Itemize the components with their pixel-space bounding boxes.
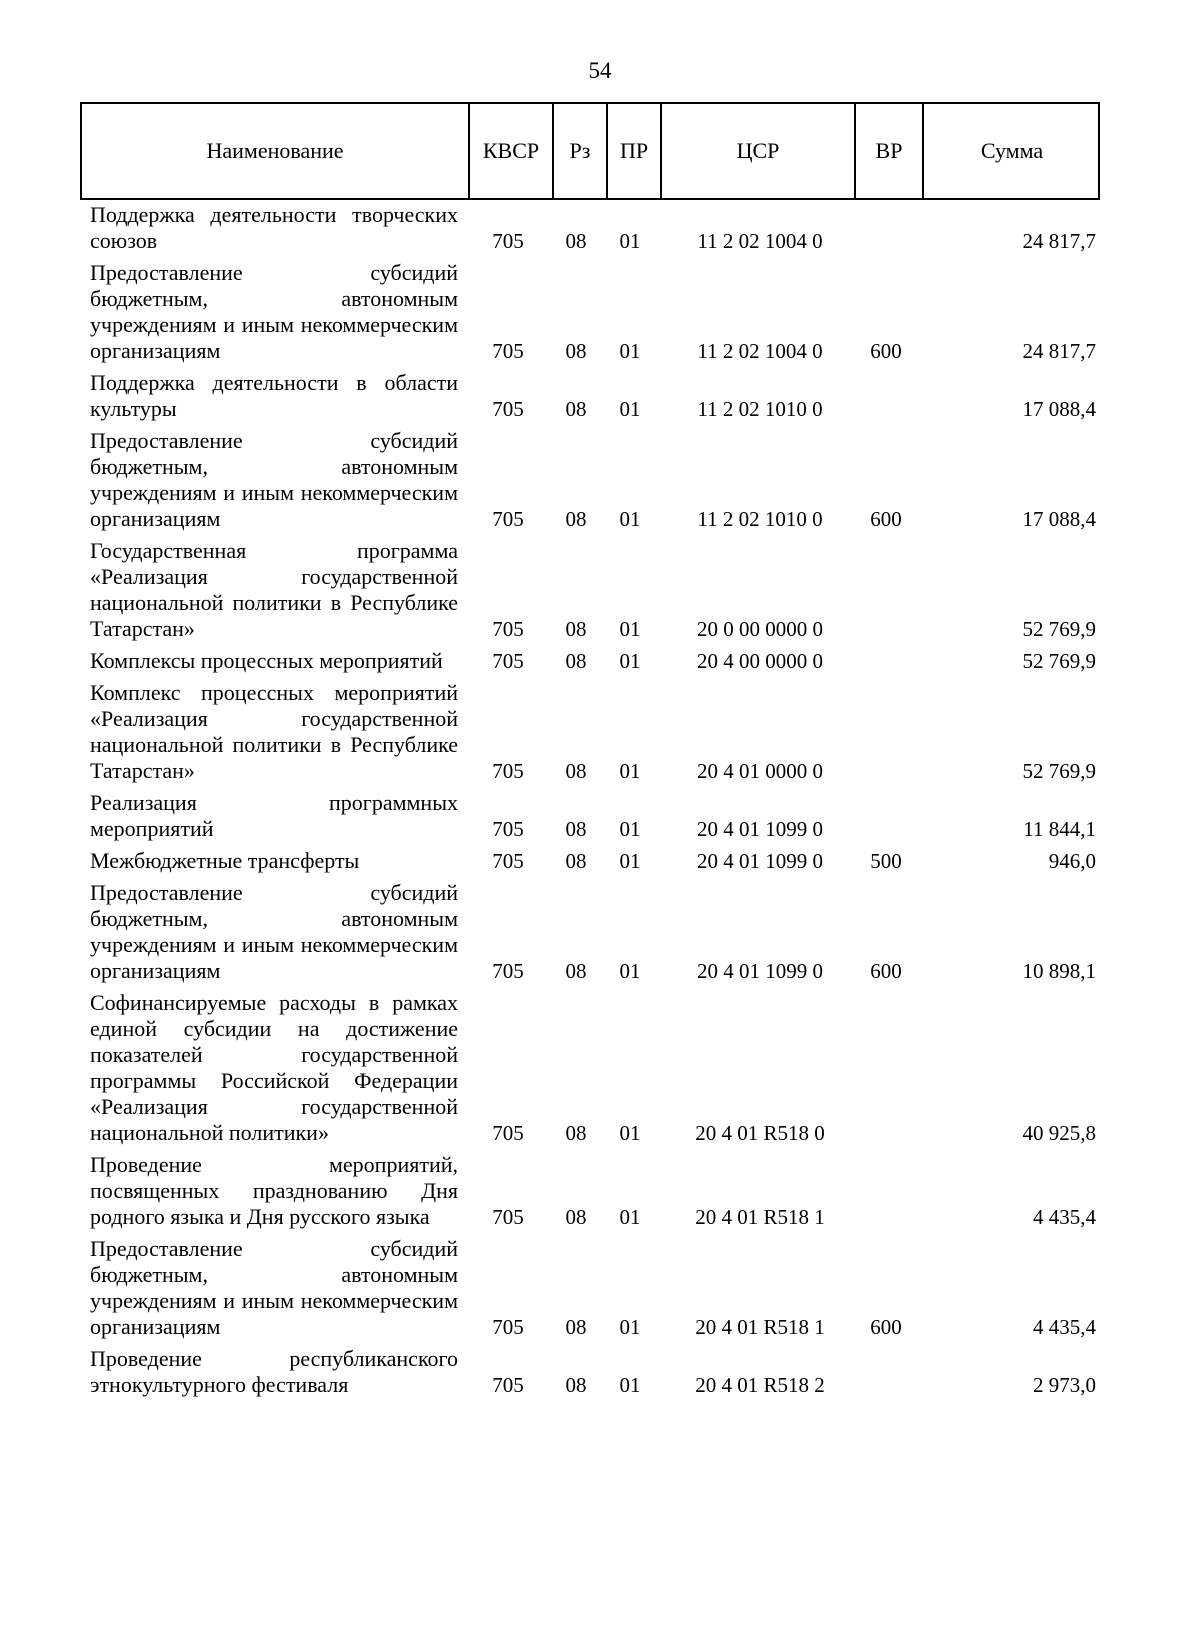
row-rz: 08 [565, 959, 587, 983]
row-vr [856, 396, 916, 422]
row-kvsr: 705 [492, 507, 524, 531]
column-header-pr: ПР [606, 104, 660, 198]
table-row [80, 990, 1100, 1146]
row-kvsr: 705 [492, 817, 524, 841]
row-sum: 4 435,4 [1033, 1315, 1096, 1339]
row-sum: 4 435,4 [1033, 1205, 1096, 1229]
table-row [80, 1152, 1100, 1230]
row-vr: 600 [870, 959, 902, 983]
row-kvsr: 705 [492, 397, 524, 421]
row-name: Проведение мероприятий, посвященных празднованию Дня родного языка и Дня русского языка [90, 1152, 458, 1229]
row-rz: 08 [565, 1121, 587, 1145]
table-row [80, 880, 1100, 984]
row-vr: 600 [870, 339, 902, 363]
row-sum: 24 817,7 [1022, 229, 1096, 253]
row-csr: 20 4 01 1099 0 [697, 959, 823, 983]
table-body [80, 202, 1100, 1398]
row-csr: 11 2 02 1004 0 [697, 229, 823, 253]
row-csr: 20 4 01 R518 0 [695, 1121, 825, 1145]
row-rz: 08 [565, 507, 587, 531]
table-row [80, 370, 1100, 422]
row-vr [856, 758, 916, 784]
row-kvsr: 705 [492, 1205, 524, 1229]
row-pr: 01 [619, 339, 641, 363]
row-kvsr: 705 [492, 1121, 524, 1145]
table-row [80, 538, 1100, 642]
row-vr [856, 616, 916, 642]
table-row [80, 790, 1100, 842]
row-vr: 500 [870, 849, 902, 873]
row-csr: 20 4 01 R518 1 [695, 1315, 825, 1339]
row-rz: 08 [565, 759, 587, 783]
row-csr: 11 2 02 1010 0 [697, 397, 823, 421]
row-name: Софинансируемые расходы в рамках единой субсидии на достижение показателей государственной программы Российской Федерации «Реализация государственной национальной политики» [90, 990, 458, 1145]
row-name: Реализация программных мероприятий [90, 790, 458, 841]
column-header-rz: Рз [552, 104, 606, 198]
row-name: Межбюджетные трансферты [90, 848, 360, 873]
row-sum: 52 769,9 [1022, 617, 1096, 641]
row-rz: 08 [565, 817, 587, 841]
row-sum: 52 769,9 [1022, 759, 1096, 783]
row-vr: 600 [870, 1315, 902, 1339]
row-sum: 17 088,4 [1022, 507, 1096, 531]
row-kvsr: 705 [492, 649, 524, 673]
row-rz: 08 [565, 229, 587, 253]
row-kvsr: 705 [492, 339, 524, 363]
row-sum: 946,0 [1048, 849, 1096, 873]
row-csr: 20 0 00 0000 0 [697, 617, 823, 641]
table-header [80, 102, 1100, 200]
row-rz: 08 [565, 397, 587, 421]
row-name: Государственная программа «Реализация государственной национальной политики в Республике Татарстан» [90, 538, 458, 641]
table-row [80, 428, 1100, 532]
row-pr: 01 [619, 507, 641, 531]
row-csr: 20 4 01 1099 0 [697, 849, 823, 873]
row-rz: 08 [565, 1315, 587, 1339]
row-rz: 08 [565, 1205, 587, 1229]
row-pr: 01 [619, 759, 641, 783]
row-pr: 01 [619, 649, 641, 673]
row-sum: 10 898,1 [1022, 959, 1096, 983]
row-name: Комплексы процессных мероприятий [90, 648, 443, 673]
row-kvsr: 705 [492, 229, 524, 253]
row-vr [856, 1204, 916, 1230]
row-rz: 08 [565, 849, 587, 873]
row-vr [856, 1372, 916, 1398]
row-rz: 08 [565, 1373, 587, 1397]
row-pr: 01 [619, 1315, 641, 1339]
table-row [80, 1236, 1100, 1340]
row-rz: 08 [565, 617, 587, 641]
row-sum: 52 769,9 [1022, 649, 1096, 673]
row-csr: 20 4 01 R518 2 [695, 1373, 825, 1397]
row-kvsr: 705 [492, 959, 524, 983]
row-kvsr: 705 [492, 1315, 524, 1339]
column-header-kvsr: КВСР [468, 104, 552, 198]
table-row [80, 848, 1100, 874]
column-header-name: Наименование [206, 138, 344, 163]
row-csr: 11 2 02 1004 0 [697, 339, 823, 363]
row-pr: 01 [619, 959, 641, 983]
row-kvsr: 705 [492, 1373, 524, 1397]
row-vr: 600 [870, 507, 902, 531]
table-row [80, 202, 1100, 254]
page-number: 54 [588, 58, 612, 83]
row-pr: 01 [619, 1205, 641, 1229]
row-pr: 01 [619, 817, 641, 841]
row-rz: 08 [565, 339, 587, 363]
row-vr [856, 816, 916, 842]
row-csr: 20 4 01 1099 0 [697, 817, 823, 841]
table-row [80, 1346, 1100, 1398]
table-row [80, 680, 1100, 784]
row-vr [856, 648, 916, 674]
row-pr: 01 [619, 617, 641, 641]
row-kvsr: 705 [492, 849, 524, 873]
row-name: Проведение республиканского этнокультурного фестиваля [90, 1346, 458, 1397]
row-csr: 11 2 02 1010 0 [697, 507, 823, 531]
row-vr [856, 1120, 916, 1146]
row-csr: 20 4 01 0000 0 [697, 759, 823, 783]
row-sum: 11 844,1 [1023, 817, 1096, 841]
row-name: Поддержка деятельности творческих союзов [90, 202, 458, 253]
row-pr: 01 [619, 1121, 641, 1145]
table-row [80, 648, 1100, 674]
row-name: Предоставление субсидий бюджетным, автономным учреждениям и иным некоммерческим организациям [90, 1236, 458, 1339]
row-pr: 01 [619, 1373, 641, 1397]
row-csr: 20 4 01 R518 1 [695, 1205, 825, 1229]
row-sum: 24 817,7 [1022, 339, 1096, 363]
row-name: Комплекс процессных мероприятий «Реализация государственной национальной политики в Республике Татарстан» [90, 680, 458, 783]
row-name: Предоставление субсидий бюджетным, автономным учреждениям и иным некоммерческим организациям [90, 880, 458, 983]
row-name: Предоставление субсидий бюджетным, автономным учреждениям и иным некоммерческим организациям [90, 428, 458, 531]
row-sum: 17 088,4 [1022, 397, 1096, 421]
row-pr: 01 [619, 229, 641, 253]
column-header-vr: ВР [854, 104, 922, 198]
row-vr [856, 228, 916, 254]
table-row [80, 260, 1100, 364]
row-name: Поддержка деятельности в области культуры [90, 370, 458, 421]
row-kvsr: 705 [492, 759, 524, 783]
row-csr: 20 4 00 0000 0 [697, 649, 823, 673]
row-pr: 01 [619, 849, 641, 873]
row-rz: 08 [565, 649, 587, 673]
row-sum: 40 925,8 [1022, 1121, 1096, 1145]
column-header-csr: ЦСР [660, 104, 854, 198]
row-name: Предоставление субсидий бюджетным, автономным учреждениям и иным некоммерческим организациям [90, 260, 458, 363]
row-kvsr: 705 [492, 617, 524, 641]
row-sum: 2 973,0 [1033, 1373, 1096, 1397]
column-header-sum: Сумма [922, 104, 1100, 198]
row-pr: 01 [619, 397, 641, 421]
